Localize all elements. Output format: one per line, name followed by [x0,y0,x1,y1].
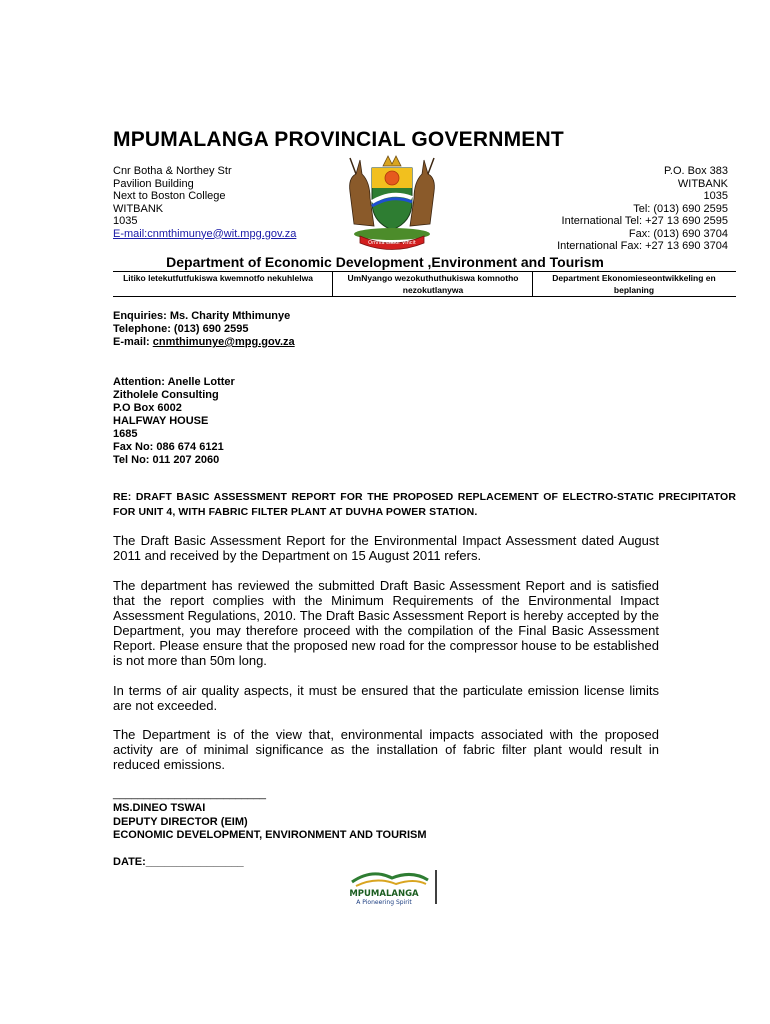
recipient-line: Attention: Anelle Lotter [113,376,235,388]
divider [113,296,736,297]
address-line: WITBANK [113,202,164,215]
recipient-line: Tel No: 011 207 2060 [113,454,220,466]
enquiries-block [113,310,295,349]
body-paragraph: The Draft Basic Assessment Report for the Environmental Impact Assessment dated August 2011 and received by the Department on 15 August 2011 refers. [113,533,659,563]
postal-address [557,165,728,253]
enquiries-email-link[interactable]: cnmthimunye@mpg.gov.za [152,336,295,348]
address-line: P.O. Box 383 [663,165,728,177]
recipient-line: HALFWAY HOUSE [113,415,209,427]
subject-line: RE: DRAFT BASIC ASSESSMENT REPORT FOR THE PROPOSED REPLACEMENT OF ELECTRO-STATIC PRECIPITATOR FOR UNIT 4, WITH FABRIC FILTER PLANT AT DUVHA POWER STATION. [113,491,736,518]
recipient-line: Zitholele Consulting [113,389,219,401]
date-field: DATE:________________ [113,856,244,868]
address-line: Next to Boston College [113,190,226,202]
logo-text: MPUMALANGA [349,889,419,899]
body-paragraph: In terms of air quality aspects, it must be ensured that the particulate emission license limits are not exceeded. [113,683,659,713]
coat-motto: Omnia Labor Vincit [368,240,416,246]
address-line: Pavilion Building [113,177,194,190]
logo-tagline: A Pioneering Spirit [356,899,412,906]
address-line: 1035 [113,215,138,227]
mpumalanga-logo-icon [332,868,440,906]
divider [113,271,736,272]
divider [332,272,333,296]
signatory-title: DEPUTY DIRECTOR (EIM) [113,815,248,828]
address-line: 1035 [703,190,728,202]
recipient-line: 1685 [113,428,138,440]
recipient-block [113,376,235,467]
translation-afrikaans: Department Ekonomieseontwikkeling en beplaning [552,273,716,295]
sender-email-link[interactable]: E-mail:cnmthimunye@wit.mpg.gov.za [113,227,297,240]
signatory-block [113,802,427,843]
body-paragraph: The department has reviewed the submitted Draft Basic Assessment Report and is satisfied that the report complies with the Minimum Requirements of the Environmental Impact Assessment Regulations, 2010. The Draft Basic Assessment Report is hereby accepted by the Department, you may therefore proceed with the compilation of the Final Basic Assessment Report. Please ensure that the proposed new road for the compressor house to be established is not more than 50m long. [113,578,659,668]
recipient-line: P.O Box 6002 [113,402,182,414]
department-title: Department of Economic Development ,Environment and Tourism [166,254,604,270]
signature-line: _________________________ [113,788,266,800]
address-line: Cnr Botha & Northey Str [113,165,232,177]
enquiries-telephone: Telephone: (013) 690 2595 [113,323,249,335]
signatory-department: ECONOMIC DEVELOPMENT, ENVIRONMENT AND TOURISM [113,829,427,841]
address-line: Fax: (013) 690 3704 [628,227,728,240]
sender-address [113,165,296,240]
body-paragraph: The Department is of the view that, environmental impacts associated with the proposed activity are of minimal significance as the installation of fabric filter plant would result in reduced emissions. [113,727,659,772]
enquiries-name: Enquiries: Ms. Charity Mthimunye [113,310,291,322]
page-title: MPUMALANGA PROVINCIAL GOVERNMENT [113,128,564,151]
divider [532,272,533,296]
signatory-name: MS.DINEO TSWAI [113,802,206,814]
enquiries-email: E-mail: cnmthimunye@mpg.gov.za [113,336,295,348]
coat-of-arms-icon [340,152,444,252]
address-line: WITBANK [677,177,728,190]
address-line: Tel: (013) 690 2595 [633,202,728,215]
address-line: International Tel: +27 13 690 2595 [561,215,728,227]
address-line: International Fax: +27 13 690 3704 [557,240,728,252]
recipient-line: Fax No: 086 674 6121 [113,441,224,453]
translation-siswati: Litiko letekutfutfukiswa kwemnotfo nekuhlelwa [123,273,313,283]
translation-isindebele: UmNyango wezokuthuthukiswa komnotho nezokutlanywa [347,273,519,295]
